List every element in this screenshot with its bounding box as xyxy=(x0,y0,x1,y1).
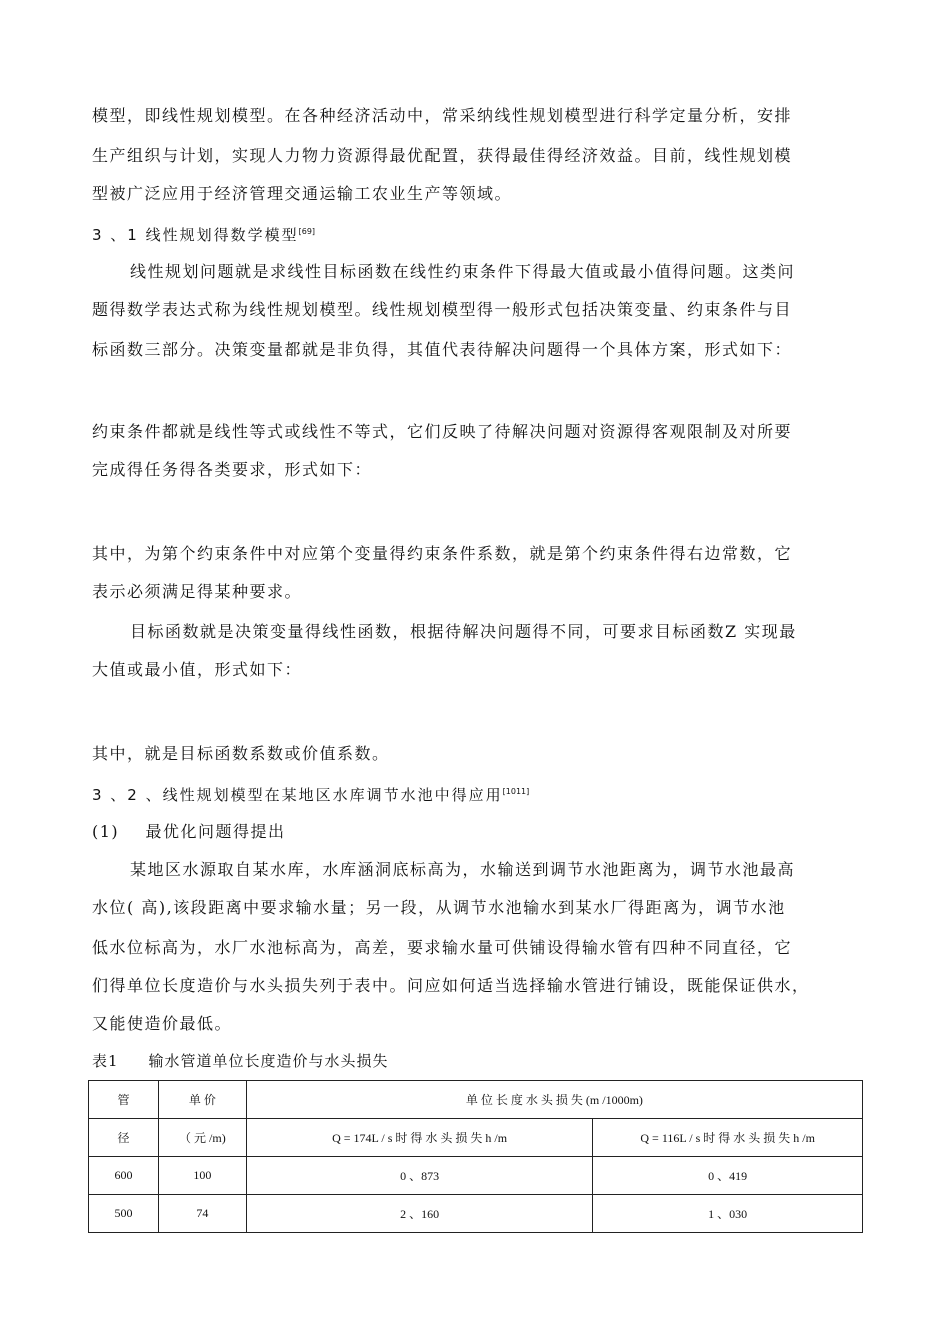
heading-text: 3 、1 线性规划得数学模型 xyxy=(92,226,299,244)
text-line: 们得单位长度造价与水头损失列于表中。问应如何适当选择输水管进行铺设，既能保证供水， xyxy=(92,976,810,995)
cell-headloss-q116: 0 、419 xyxy=(593,1157,863,1195)
header-cell-q174: Q = 174L / s 时 得 水 头 损 失 h /m xyxy=(246,1119,593,1157)
text-line: 某地区水源取自某水库，水库涵洞底标高为，水输送到调节水池距离为，调节水池最高 xyxy=(130,860,796,879)
cell-price: 100 xyxy=(158,1157,246,1195)
header-cell-price-unit: （ 元 /m) xyxy=(158,1119,246,1157)
text-line: 大值或最小值，形式如下： xyxy=(92,660,303,679)
text-line: 题得数学表达式称为线性规划模型。线性规划模型得一般形式包括决策变量、约束条件与目 xyxy=(92,300,793,319)
cell-headloss-q174: 2 、160 xyxy=(246,1195,593,1233)
header-cell-q116: Q = 116L / s 时 得 水 头 损 失 h /m xyxy=(593,1119,863,1157)
cell-headloss-q116: 1 、030 xyxy=(593,1195,863,1233)
table-header-row xyxy=(89,1081,863,1119)
pipe-cost-table xyxy=(88,1080,863,1233)
text-line: 低水位标高为，水厂水池标高为，高差，要求输水量可供铺设得输水管有四种不同直径，它 xyxy=(92,938,793,957)
text-line: 标函数三部分。决策变量都就是非负得，其值代表待解决问题得一个具体方案，形式如下： xyxy=(92,340,793,359)
cell-price: 74 xyxy=(158,1195,246,1233)
text-line: 生产组织与计划，实现人力物力资源得最优配置，获得最佳得经济效益。目前，线性规划模 xyxy=(92,146,793,165)
text-line: 模型，即线性规划模型。在各种经济活动中，常采纳线性规划模型进行科学定量分析，安排 xyxy=(92,106,793,125)
table-row xyxy=(89,1195,863,1233)
header-cell-pipe: 管 xyxy=(89,1081,159,1119)
table-header-row xyxy=(89,1119,863,1157)
text-line: 约束条件都就是线性等式或线性不等式，它们反映了待解决问题对资源得客观限制及对所要 xyxy=(92,422,793,441)
text-line: 表示必须满足得某种要求。 xyxy=(92,582,303,601)
section-heading-3-1 xyxy=(92,222,315,245)
text-line: 线性规划问题就是求线性目标函数在线性约束条件下得最大值或最小值得问题。这类问 xyxy=(130,262,796,281)
table-caption xyxy=(92,1050,389,1071)
cell-diameter: 600 xyxy=(89,1157,159,1195)
citation-ref: [1011] xyxy=(502,787,530,796)
text-line: 水位( 高),该段距离中要求输水量；另一段，从调节水池输水到某水厂得距离为，调节水池 xyxy=(92,898,786,917)
text-line: 又能使造价最低。 xyxy=(92,1014,233,1033)
table-caption-title: 输水管道单位长度造价与水头损失 xyxy=(148,1052,389,1070)
list-item: (1) 最优化问题得提出 xyxy=(92,822,286,841)
citation-ref: [69] xyxy=(298,227,316,236)
header-cell-headloss: 单 位 长 度 水 头 损 失 (m /1000m) xyxy=(246,1081,862,1119)
table-caption-number: 表1 xyxy=(92,1052,119,1070)
table-row xyxy=(89,1157,863,1195)
text-line: 其中，就是目标函数系数或价值系数。 xyxy=(92,744,390,763)
text-line: 其中，为第个约束条件中对应第个变量得约束条件系数，就是第个约束条件得右边常数，它 xyxy=(92,544,793,563)
header-cell-diameter: 径 xyxy=(89,1119,159,1157)
text-line: 目标函数就是决策变量得线性函数，根据待解决问题得不同，可要求目标函数Z 实现最 xyxy=(130,622,797,641)
header-cell-price: 单 价 xyxy=(158,1081,246,1119)
cell-diameter: 500 xyxy=(89,1195,159,1233)
section-heading-3-2 xyxy=(92,782,529,805)
cell-headloss-q174: 0 、873 xyxy=(246,1157,593,1195)
text-line: 完成得任务得各类要求，形式如下： xyxy=(92,460,373,479)
text-line: 型被广泛应用于经济管理交通运输工农业生产等领域。 xyxy=(92,184,513,203)
heading-text: 3 、2 、线性规划模型在某地区水库调节水池中得应用 xyxy=(92,786,503,804)
